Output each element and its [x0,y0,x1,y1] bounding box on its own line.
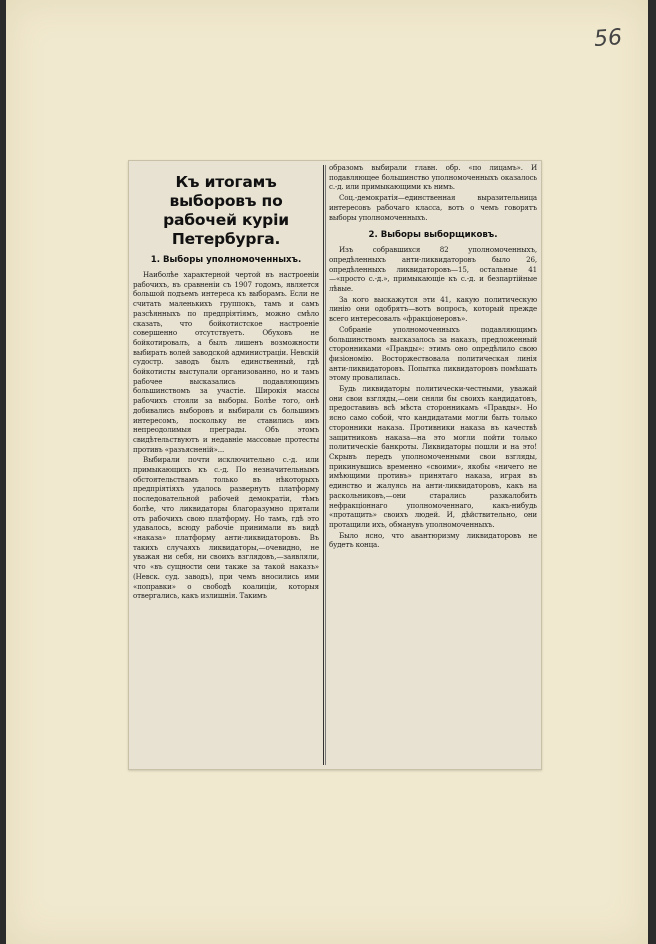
archive-sheet [6,0,648,944]
paragraph: Наиболѣе характерной чертой въ настроеніи рабочихъ, въ сравненіи съ 1907 годомъ, является большой подъемъ интереса къ выборамъ. Если не считать маленькихъ группокъ, тамъ и самъ разсѣянныхъ по предпріятіямъ, можно смѣло сказать, что бойкотистское настроеніе совершенно отсутствуетъ. Обуховъ не бойкотировалъ, а былъ лишенъ возможности выбирать волей заводской администраціи. Невскій судостр. заводъ былъ единственный, гдѣ бойкотисты выступали организованно, но и тамъ рабочее высказались подавляющимъ большинствомъ за участіе. Широкія массы рабочихъ стояли за выборы. Болѣе того, онѣ добивались выборовъ и выбирали съ большимъ интересомъ, поскольку не ставились имъ непреодолимыя преграды. Объ этомъ свидѣтельствуютъ и недавніе массовые протесты противъ «разъясненій»... [133,270,319,454]
column-divider [323,165,324,765]
paragraph: Собраніе уполномоченныхъ подавляющимъ большинствомъ высказалось за наказъ, предложенный сторонниками «Правды»: этимъ оно опредѣлило свою физіономію. Восторжествовала политическая линія анти-ликвидаторовъ. Попытка ликвидаторовъ помѣшать этому провалилась. [329,324,537,383]
newspaper-clipping [128,160,542,770]
section-heading-1: 1. Выборы уполномоченныхъ. [150,255,302,265]
paragraph: образомъ выбирали главн. обр. «по лицамъ». И подавляющее большинство уполномоченныхъ оказалось с.-д. или примыкающими къ нимъ. [329,163,537,192]
paragraph: За кого выскажутся эти 41, какую политическую линію они одобрятъ—вотъ вопросъ, который прежде всего интересовалъ «фракціонеровъ». [329,294,537,324]
paragraph: Соц.-демократія—единственная выразительница интересовъ рабочаго класса, вотъ о чемъ говорятъ выборы уполномоченныхъ. [329,193,537,222]
article-title: Къ итогамъ выборовъ по рабочей куріи Петербурга. [163,173,289,248]
page-number: 56 [593,25,623,52]
paragraph: Выбирали почти исключительно с.-д. или примыкающихъ къ с.-д. По незначительнымъ обстоятельствамъ только въ нѣкоторыхъ предпріятіяхъ удалось развернуть платформу последовательной рабочей демократіи, тѣмъ болѣе, что ликвидаторы благоразумно прятали отъ рабочихъ свою платформу. Но тамъ, гдѣ это удавалось, всюду рабочіе принимали въ видѣ «наказа» платформу анти-ликвидаторовъ. Въ такихъ случаяхъ ликвидаторы,—очевидно, не уважая ни себя, ни своихъ взглядовъ,—заявляли, что «въ сущности они также за такой наказъ» (Невск. суд. заводъ), при чемъ вносились ими «поправки» о свободѣ коалиціи, которыя отвергались, какъ излишнія. Такимъ [133,455,319,601]
paragraph: Было ясно, что авантюризму ликвидаторовъ не будетъ конца. [329,530,537,550]
paragraph: Изъ собравшихся 82 уполномоченныхъ, опредѣленныхъ анти-ликвидаторовъ было 26, опредѣленныхъ ликвидаторовъ—15, остальные 41—«просто с.-д.», примыкающіе къ с.-д. и безпартійные лѣвые. [329,245,537,294]
column-divider-secondary [325,165,326,765]
left-column [133,163,319,763]
section-heading-2: 2. Выборы выборщиковъ. [368,230,498,241]
paragraph: Будь ликвидаторы политически-честными, уважай они свои взгляды,—они сняли бы своихъ кандидатовъ, предоставивъ всѣ мѣста сторонникамъ «Правды». Но ясно само собой, что кандидатами могли быть только сторонники наказа. Противники наказа въ качествѣ защитниковъ наказа—на это могли пойти только политическіе банкроты. Ликвидаторы пошли и на это! Скрывъ передъ уполномоченными свои взгляды, прикинувшись временно «своими», якобы «ничего не имѣющими противъ» принятаго наказа, играя въ единство и жалуясь на анти-ликвидаторовъ, какъ на раскольниковъ,—они старались разжалобить нефракціоннаго уполномоченнаго, какъ-нибудь «протащить» своихъ людей. И, дѣйствительно, они протащили ихъ, обманувъ уполномоченныхъ. [329,384,537,529]
right-column [329,163,537,767]
